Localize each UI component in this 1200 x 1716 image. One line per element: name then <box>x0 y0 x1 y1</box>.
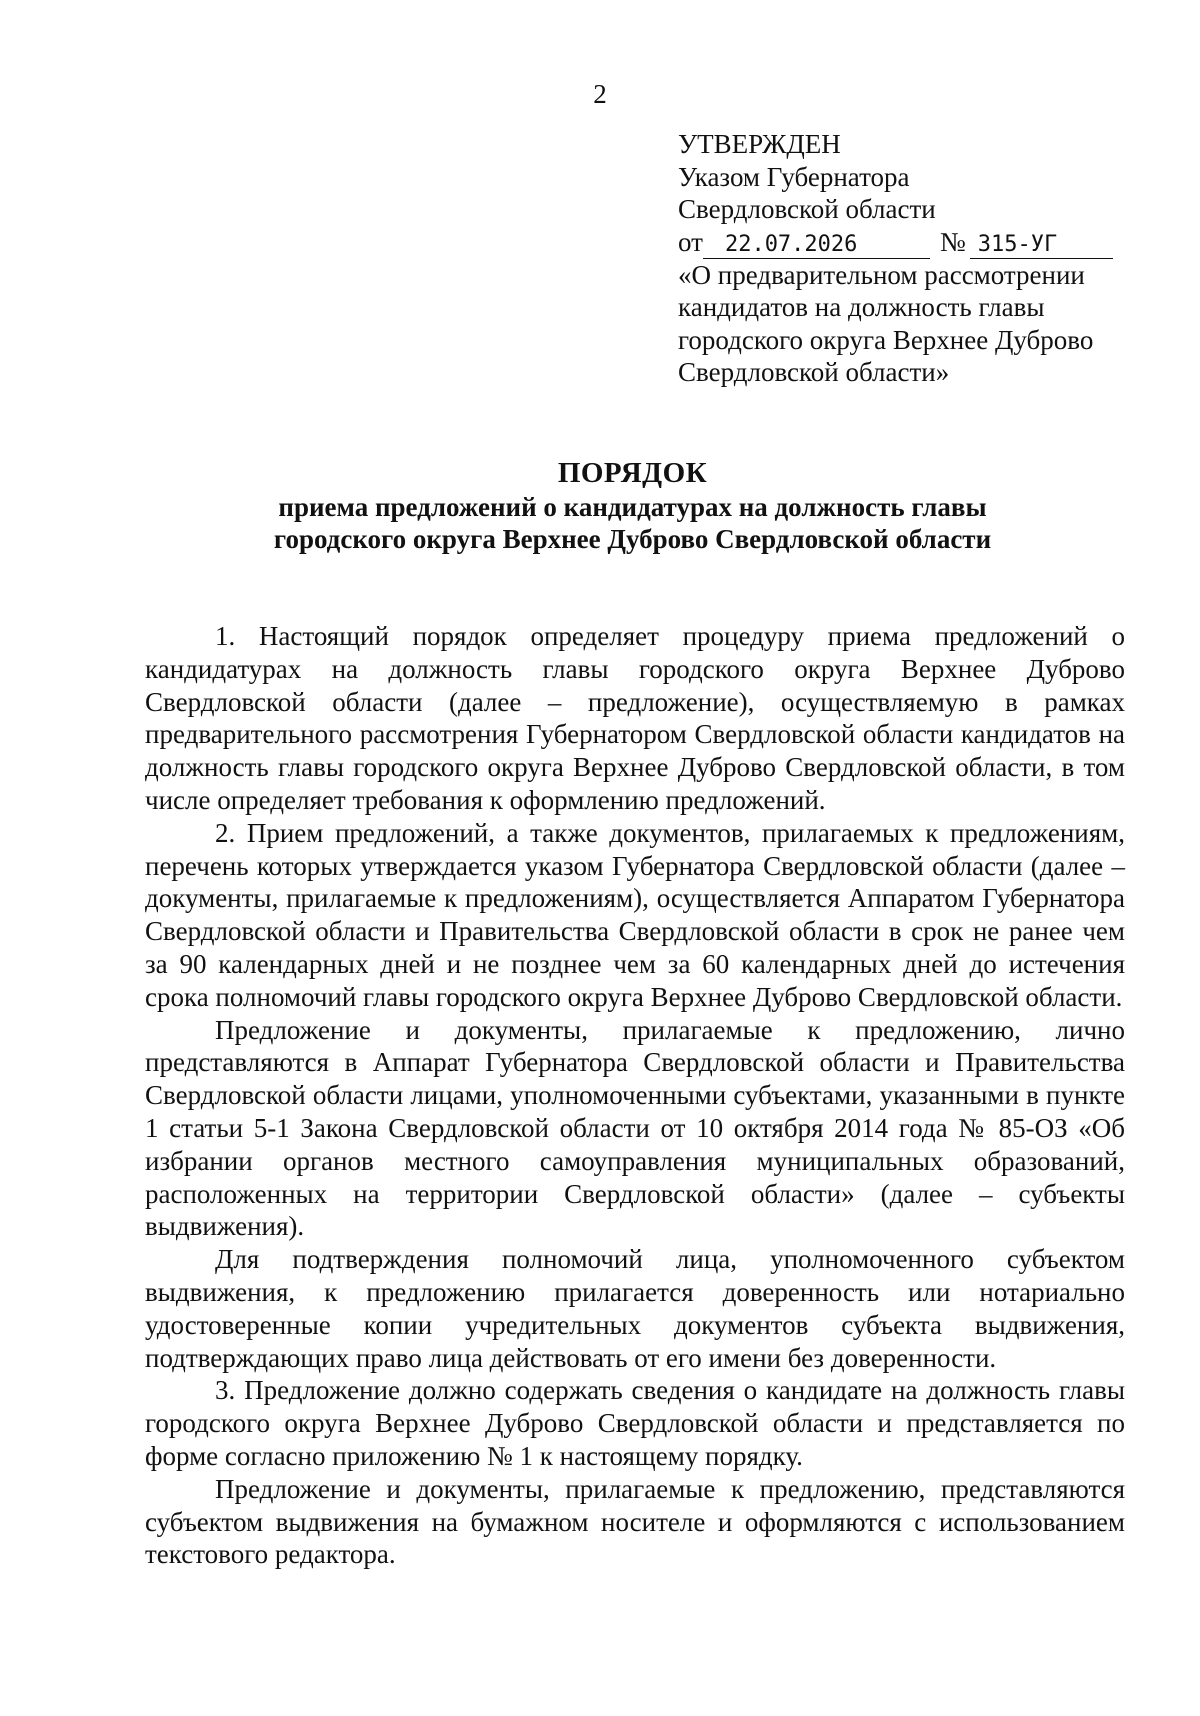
decree-title-line-2: кандидатов на должность главы <box>678 292 1045 322</box>
approval-line-approved: УТВЕРЖДЕН <box>678 129 841 159</box>
number-sign: № <box>939 226 966 257</box>
paragraph-6: Предложение и документы, прилагаемые к предложению, представляются субъектом выдвижения на бумажном носителе и оформляются с использованием текстового редактора. <box>145 1473 1125 1570</box>
paragraph-4: Для подтверждения полномочий лица, уполномоченного субъектом выдвижения, к предложению прилагается доверенность или нотариально удостоверенные копии учредительных документов субъекта выдвижения, подтверждающих право лица действовать от его имени без доверенности. <box>145 1244 1125 1373</box>
document-body <box>145 620 1125 1571</box>
paragraph-3: Предложение и документы, прилагаемые к предложению, лично представляются в Аппарат Губернатора Свердловской области и Правительства Свердловской области лицами, уполномоченными субъектами, указанными в пункте 1 статьи 5-1 Закона Свердловской области от 10 октября 2014 года № 85-ОЗ «Об избрании органов местного самоуправления муниципальных образований, расположенных на территории Свердловской области» (далее – субъекты выдвижения). <box>145 1014 1125 1242</box>
approval-line-decree: Указом Губернатора <box>678 161 910 192</box>
page-number: 2 <box>593 79 607 109</box>
decree-date: 22.07.2026 <box>703 231 930 259</box>
decree-number: 315-УГ <box>970 231 1113 259</box>
document-heading <box>140 455 1125 555</box>
decree-title-line-3: городского округа Верхнее Дуброво <box>678 324 1094 355</box>
paragraph-1: 1. Настоящий порядок определяет процедуру приема предложений о кандидатурах на должность главы городского округа Верхнее Дуброво Свердловской области (далее – предложение), осуществляемую в рамках предварительного рассмотрения Губернатором Свердловской области кандидатов на должность главы городского округа Верхнее Дуброво Свердловской области, в том числе определяет требования к оформлению предложений. <box>145 621 1125 815</box>
approval-stamp <box>678 128 1118 389</box>
date-prefix: от <box>678 226 703 257</box>
approval-date-line <box>678 226 1118 259</box>
paragraph-2: 2. Прием предложений, а также документов, прилагаемых к предложениям, перечень которых утверждается указом Губернатора Свердловской области (далее – документы, прилагаемые к предложениям), осуществляется Аппаратом Губернатора Свердловской области и Правительства Свердловской области в срок не ранее чем за 90 календарных дней и не позднее чем за 60 календарных дней до истечения срока полномочий главы городского округа Верхнее Дуброво Свердловской области. <box>145 817 1125 1012</box>
paragraph-5: 3. Предложение должно содержать сведения о кандидате на должность главы городского округа Верхнее Дуброво Свердловской области и представляется по форме согласно приложению № 1 к настоящему порядку. <box>145 1375 1125 1471</box>
decree-title-line-1: «О предварительном рассмотрении <box>678 259 1085 290</box>
decree-title-line-4: Свердловской области» <box>678 357 950 387</box>
document-title: ПОРЯДОК <box>557 457 708 489</box>
approval-line-region: Свердловской области <box>678 194 936 224</box>
document-subtitle-line-2: городского округа Верхнее Дуброво Свердловской области <box>273 524 992 554</box>
document-subtitle-line-1: приема предложений о кандидатурах на должность главы <box>278 492 987 522</box>
